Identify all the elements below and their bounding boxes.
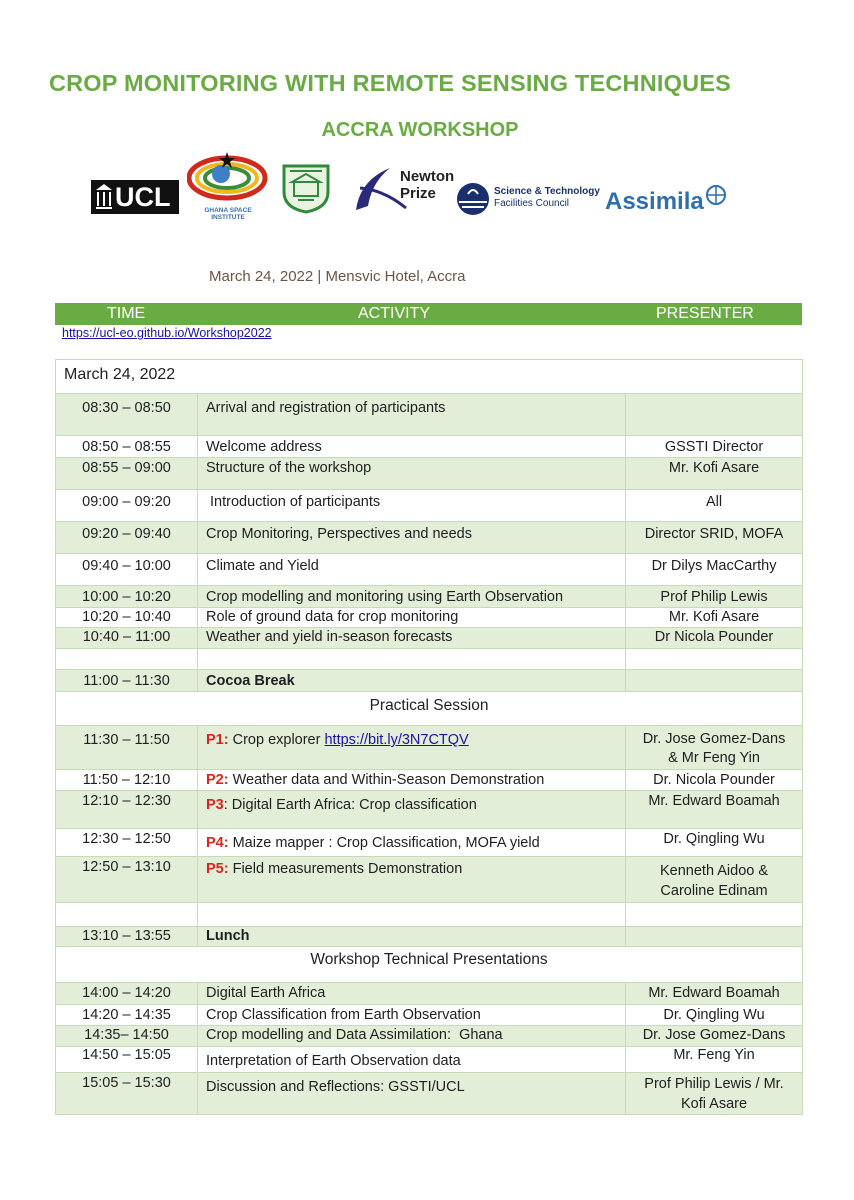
presenter-cell [626, 1073, 803, 1115]
table-row [56, 608, 803, 628]
practical-code: P4: [206, 835, 229, 851]
table-row [56, 1026, 803, 1047]
newton-wordmark-line1: Newton [400, 168, 455, 185]
workshop-link[interactable]: https://ucl-eo.github.io/Workshop2022 [62, 326, 272, 340]
practical-row [56, 791, 803, 829]
presenter-cell: Dr. Qingling Wu [626, 829, 803, 857]
university-emblem [280, 162, 332, 214]
activity-cell: Structure of the workshop [198, 458, 626, 490]
activity-cell: Arrival and registration of participants [198, 394, 626, 436]
schedule-header [55, 303, 802, 325]
presenter-cell: Dr Nicola Pounder [626, 628, 803, 649]
time-cell: 09:40 – 10:00 [56, 554, 198, 586]
time-cell: 14:35– 14:50 [56, 1026, 198, 1047]
activity-cell: Interpretation of Earth Observation data [198, 1047, 626, 1073]
table-row [56, 394, 803, 436]
activity-cell: Climate and Yield [198, 554, 626, 586]
practical-code: P1: [206, 732, 229, 748]
activity-cell [198, 857, 626, 903]
activity-cell: Role of ground data for crop monitoring [198, 608, 626, 628]
practical-session-heading: Practical Session [56, 692, 803, 726]
activity-cell: Introduction of participants [198, 490, 626, 522]
university-seal-icon [280, 162, 332, 214]
time-cell: 14:50 – 15:05 [56, 1047, 198, 1073]
header-time: TIME [107, 305, 146, 322]
time-cell: 13:10 – 13:55 [56, 927, 198, 947]
presenter-line: Kenneth Aidoo & [659, 863, 769, 879]
presenter-cell: Dr Dilys MacCarthy [626, 554, 803, 586]
technical-session-heading: Workshop Technical Presentations [56, 947, 803, 983]
practical-title: Weather data and Within-Season Demonstration [228, 772, 545, 788]
spacer-row [56, 649, 803, 670]
time-cell: 10:40 – 11:00 [56, 628, 198, 649]
lunch-row [56, 927, 803, 947]
presenter-cell: Mr. Feng Yin [626, 1047, 803, 1073]
presenter-cell: GSSTI Director [626, 436, 803, 458]
header-presenter: PRESENTER [656, 305, 754, 322]
time-cell: 10:20 – 10:40 [56, 608, 198, 628]
activity-cell: Crop modelling and monitoring using Earth Observation [198, 586, 626, 608]
table-row [56, 983, 803, 1005]
presenter-line: Kofi Asare [680, 1096, 748, 1112]
gssti-emblem-icon [187, 150, 269, 202]
presenter-cell: Dr. Nicola Pounder [626, 770, 803, 791]
newton-wordmark-line2: Prize [400, 185, 436, 202]
time-cell: 08:30 – 08:50 [56, 394, 198, 436]
activity-cell: Cocoa Break [198, 670, 626, 692]
time-cell: 08:55 – 09:00 [56, 458, 198, 490]
table-row [56, 1005, 803, 1026]
ucl-portico-icon [93, 180, 115, 214]
presenter-cell: Prof Philip Lewis [626, 586, 803, 608]
time-cell: 11:50 – 12:10 [56, 770, 198, 791]
activity-cell: Digital Earth Africa [198, 983, 626, 1005]
stfc-logo [456, 182, 606, 218]
practical-title: Field measurements Demonstration [228, 861, 463, 877]
presenter-cell: Mr. Kofi Asare [626, 608, 803, 628]
presenter-cell: Director SRID, MOFA [626, 522, 803, 554]
time-cell: 08:50 – 08:55 [56, 436, 198, 458]
ucl-wordmark: UCL [115, 182, 171, 212]
activity-cell [198, 726, 626, 770]
stfc-wordmark-line2: Facilities Council [494, 198, 570, 209]
presenter-cell: All [626, 490, 803, 522]
section-row [56, 947, 803, 983]
time-cell: 14:00 – 14:20 [56, 983, 198, 1005]
activity-cell: Weather and yield in-season forecasts [198, 628, 626, 649]
section-row [56, 692, 803, 726]
event-date-location: March 24, 2022 | Mensvic Hotel, Accra [209, 268, 466, 285]
day-label: March 24, 2022 [56, 360, 803, 394]
presenter-cell: Mr. Kofi Asare [626, 458, 803, 490]
practical-code: P3 [206, 797, 224, 813]
practical-row [56, 726, 803, 770]
time-cell: 14:20 – 14:35 [56, 1005, 198, 1026]
gssti-logo [187, 150, 269, 221]
practical-code: P5: [206, 861, 229, 877]
time-cell: 11:00 – 11:30 [56, 670, 198, 692]
time-cell: 15:05 – 15:30 [56, 1073, 198, 1115]
presenter-cell [626, 726, 803, 770]
presenter-line: Prof Philip Lewis / Mr. [644, 1076, 784, 1092]
activity-cell: Lunch [198, 927, 626, 947]
time-cell: 12:50 – 13:10 [56, 857, 198, 903]
activity-cell: Crop Monitoring, Perspectives and needs [198, 522, 626, 554]
time-cell: 12:10 – 12:30 [56, 791, 198, 829]
table-row [56, 1047, 803, 1073]
presenter-cell: Dr. Qingling Wu [626, 1005, 803, 1026]
table-row [56, 490, 803, 522]
cocoa-break-row [56, 670, 803, 692]
activity-cell [198, 770, 626, 791]
practical-row [56, 770, 803, 791]
practical-row [56, 829, 803, 857]
table-row [56, 586, 803, 608]
practical-title: Crop explorer [228, 732, 325, 748]
activity-cell: Welcome address [198, 436, 626, 458]
presenter-line: Dr. Jose Gomez-Dans [642, 731, 786, 747]
activity-cell: Crop modelling and Data Assimilation: Ghana [198, 1026, 626, 1047]
ucl-logo [91, 180, 179, 214]
table-row [56, 1073, 803, 1115]
crop-explorer-link[interactable]: https://bit.ly/3N7CTQV [324, 732, 469, 748]
time-cell: 09:00 – 09:20 [56, 490, 198, 522]
activity-cell [198, 791, 626, 829]
day-row [56, 360, 803, 394]
schedule-table [55, 359, 803, 1115]
stfc-wordmark-line1: Science & Technology [494, 186, 600, 197]
presenter-line: Caroline Edinam [660, 883, 768, 899]
assimila-wordmark: Assimila [605, 188, 704, 215]
time-cell: 11:30 – 11:50 [56, 726, 198, 770]
newton-prize-logo [350, 160, 460, 220]
table-row [56, 628, 803, 649]
document-title: CROP MONITORING WITH REMOTE SENSING TECHNIQUES [48, 70, 732, 96]
assimila-logo [605, 182, 730, 222]
spacer-row [56, 903, 803, 927]
assimila-globe-icon [705, 184, 727, 206]
time-cell: 10:00 – 10:20 [56, 586, 198, 608]
time-cell: 12:30 – 12:50 [56, 829, 198, 857]
sponsor-logos [0, 150, 854, 230]
presenter-cell: Mr. Edward Boamah [626, 983, 803, 1005]
activity-cell [198, 829, 626, 857]
document-subtitle: ACCRA WORKSHOP [321, 119, 519, 141]
presenter-cell: Mr. Edward Boamah [626, 791, 803, 829]
activity-cell: Crop Classification from Earth Observation [198, 1005, 626, 1026]
presenter-line: & Mr Feng Yin [668, 750, 760, 766]
time-cell: 09:20 – 09:40 [56, 522, 198, 554]
practical-code: P2: [206, 772, 229, 788]
practical-title: : Digital Earth Africa: Crop classification [223, 797, 477, 813]
table-row [56, 458, 803, 490]
header-activity: ACTIVITY [358, 305, 431, 322]
stfc-globe-icon [456, 182, 490, 216]
practical-row [56, 857, 803, 903]
gssti-wordmark: GHANA SPACE INSTITUTE [204, 207, 252, 221]
table-row [56, 522, 803, 554]
practical-title: Maize mapper : Crop Classification, MOFA yield [228, 835, 540, 851]
presenter-cell [626, 394, 803, 436]
table-row [56, 554, 803, 586]
presenter-cell: Dr. Jose Gomez-Dans [626, 1026, 803, 1047]
activity-cell: Discussion and Reflections: GSSTI/UCL [198, 1073, 626, 1115]
table-row [56, 436, 803, 458]
presenter-cell [626, 857, 803, 903]
